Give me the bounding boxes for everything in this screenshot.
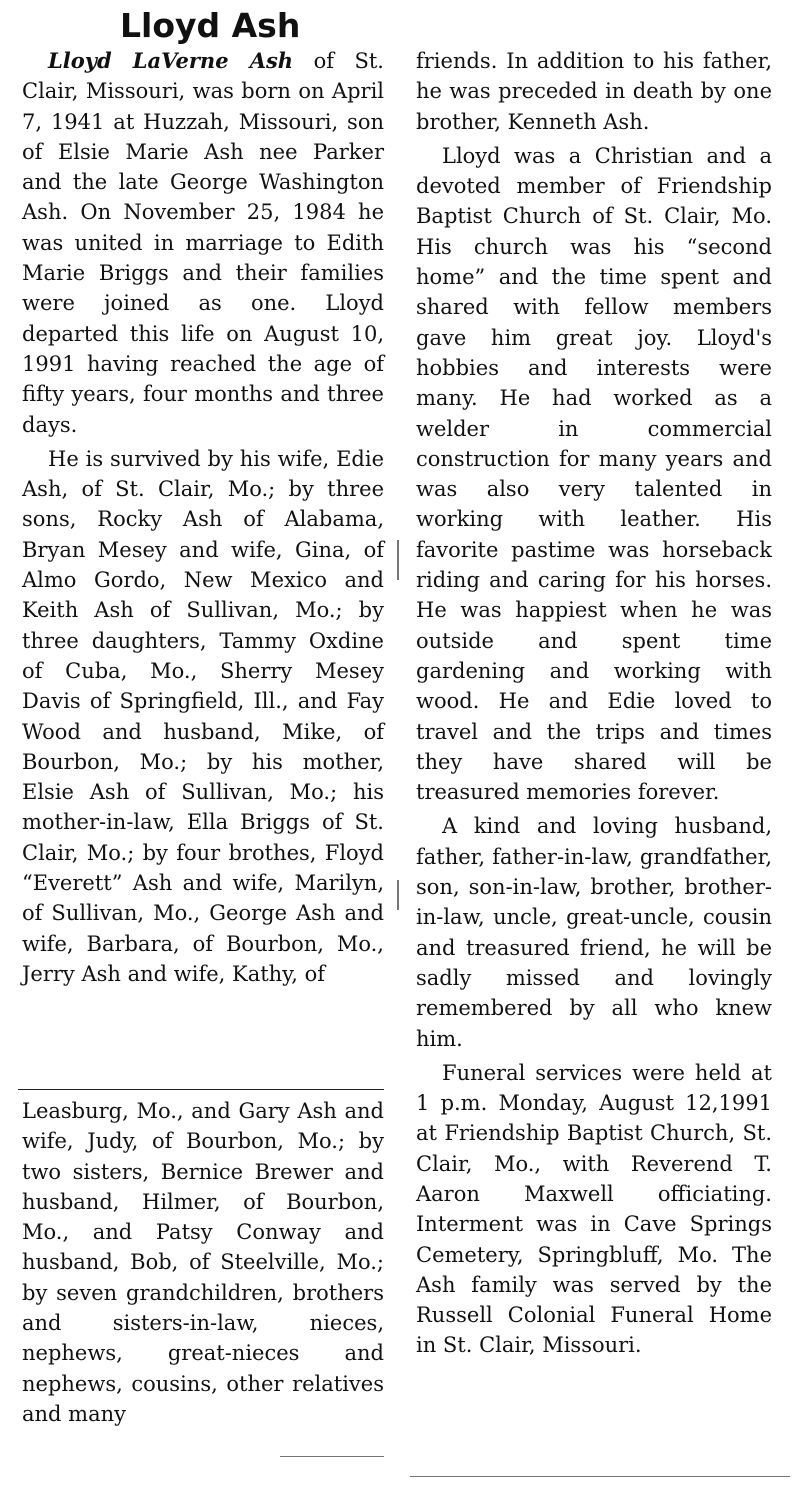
paragraph-birth-marriage-death: [22, 46, 384, 440]
obituary-headline: Lloyd Ash: [120, 6, 301, 45]
paragraph-1-text: of St. Clair, Missouri, was born on April 7, 1941 at Huzzah, Missouri, son of Elsie Marie Ash nee Parker and the late George Washington Ash. On November 25, 1984 he was united in marriage to Edith Marie Briggs and their families were joined as one. Lloyd departed this life on August 10, 1991 having reached the age of fifty years, four months and three days.: [22, 49, 384, 437]
column-gutter-mark: [397, 880, 399, 910]
paragraph-survivors: He is survived by his wife, Edie Ash, of St. Clair, Mo.; by three sons, Rocky Ash of Alabama, Bryan Mesey and wife, Gina, of Almo Gordo, New Mexico and Keith Ash of Sullivan, Mo.; by three daughters, Tammy Oxdine of Cuba, Mo., Sherry Mesey Davis of Springfield, Ill., and Fay Wood and husband, Mike, of Bourbon, Mo.; by his mother, Elsie Ash of Sullivan, Mo.; his mother-in-law, Ella Briggs of St. Clair, Mo.; by four brothes, Floyd “Everett” Ash and wife, Marilyn, of Sullivan, Mo., George Ash and wife, Barbara, of Bourbon, Mo., Jerry Ash and wife, Kathy, of: [22, 446, 384, 986]
column-gutter-mark: [397, 540, 399, 580]
column-right: [416, 46, 772, 1361]
paragraph-preceded-in-death: friends. In addition to his father, he was preceded in death by one brother, Kenneth Ash.: [416, 49, 772, 134]
paragraph-remembrance: A kind and loving husband, father, father-in-law, grandfather, son, son-in-law, brother, brother-in-law, uncle, great-uncle, cousin and treasured friend, he will be sadly missed and lovingly remembered by all who knew him.: [416, 814, 772, 1051]
section-divider: [18, 1089, 384, 1090]
paragraph-survivors-continued: Leasburg, Mo., and Gary Ash and wife, Judy, of Bourbon, Mo.; by two sisters, Bernice Brewer and husband, Hilmer, of Bourbon, Mo., and Patsy Conway and husband, Bob, of Steelville, Mo.; by seven grandchildren, brothers and sisters-in-law, nieces, nephews, great-nieces and nephews, cousins, other relatives and many: [22, 1099, 384, 1426]
bottom-rule-right: [410, 1476, 790, 1477]
paragraph-funeral-services: Funeral services were held at 1 p.m. Monday, August 12,1991 at Friendship Baptist Church, St. Clair, Mo., with Reverend T. Aaron Maxwell officiating. Interment was in Cave Springs Cemetery, Springbluff, Mo. The Ash family was served by the Russell Colonial Funeral Home in St. Clair, Missouri.: [416, 1060, 772, 1358]
column-left-bottom: [22, 1096, 384, 1429]
bottom-rule-left: [280, 1456, 384, 1457]
lead-name: Lloyd LaVerne Ash: [48, 48, 294, 73]
column-left-top: [22, 46, 384, 989]
paragraph-faith-and-hobbies: Lloyd was a Christian and a devoted member of Friendship Baptist Church of St. Clair, Mo. His church was his “second home” and the time spent and shared with fellow members gave him great joy. Lloyd's hobbies and interests were many. He had worked as a welder in commercial construction for many years and was also very talented in working with leather. His favorite pastime was horseback riding and caring for his horses. He was happiest when he was outside and spent time gardening and working with wood. He and Edie loved to travel and the trips and times they have shared will be treasured memories forever.: [416, 143, 772, 805]
